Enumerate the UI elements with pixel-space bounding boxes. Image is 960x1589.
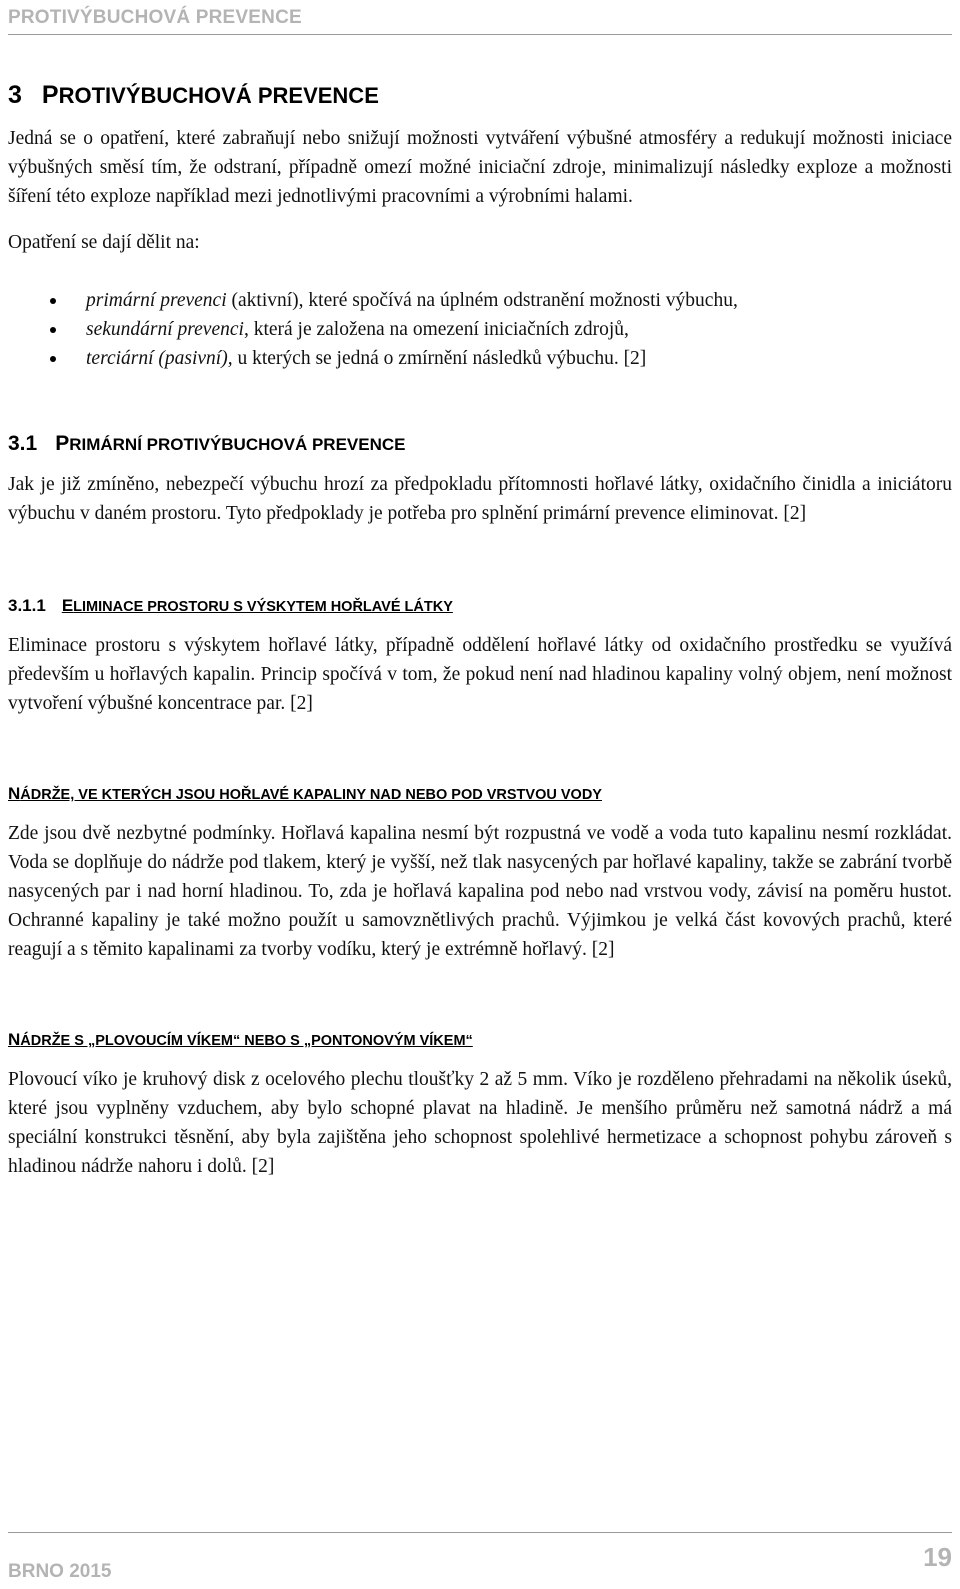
section-number: 3.1 — [8, 432, 38, 455]
list-item-term: terciární (pasivní), — [86, 348, 233, 369]
list-item — [8, 344, 952, 373]
running-header: PROTIVÝBUCHOVÁ PREVENCE — [8, 7, 302, 28]
heading-rest: RIMÁRNÍ PROTIVÝBUCHOVÁ PREVENCE — [69, 435, 406, 454]
subheading-water-tanks — [8, 780, 952, 809]
bullet-icon — [50, 327, 56, 333]
section-number: 3.1.1 — [8, 596, 46, 615]
list-item — [8, 286, 952, 315]
section-heading-3-1-1 — [8, 592, 952, 621]
header-rule — [8, 34, 952, 35]
footer-rule — [8, 1532, 952, 1533]
list-item-text: , která je založena na omezení iniciačních zdrojů, — [243, 319, 629, 340]
section-heading-3-1 — [8, 429, 952, 460]
list-item — [8, 315, 952, 344]
section-paragraph: Zde jsou dvě nezbytné podmínky. Hořlavá kapalina nesmí být rozpustná ve vodě a voda tuto kapalinu nesmí rozkládat. Voda se doplňuje do nádrže pod tlakem, který je vyšší, než tlak nasycených par hořlavé kapaliny, takže se zabrání tvorbě nasycených par i nad horní hladinou. To, zda je hořlavá kapalina pod nebo nad vrstvou vody, závisí na poměru hustot. Ochranné kapaliny je také možno použít u samovznětlivých prachů. Výjimkou je velká část kovových prachů, které reagují a s těmito kapalinami za tvorby vodíku, který je extrémně hořlavý. [2] — [8, 823, 952, 960]
heading-rest: LIMINACE PROSTORU S VÝSKYTEM HOŘLAVÉ LÁTKY — [73, 599, 453, 615]
heading-initial: N — [8, 1030, 21, 1049]
heading-rest: ÁDRŽE, VE KTERÝCH JSOU HOŘLAVÉ KAPALINY NAD NEBO POD VRSTVOU VODY — [20, 787, 602, 803]
subheading-floating-lid — [8, 1026, 952, 1055]
page-number: 19 — [923, 1542, 952, 1572]
list-item-text: u kterých se jedná o zmírnění následků výbuchu. [2] — [232, 348, 647, 369]
footer-location-year: BRNO 2015 — [8, 1561, 112, 1582]
heading-initial: P — [55, 432, 70, 455]
list-item-term: sekundární prevenci — [86, 319, 244, 340]
heading-underlined — [8, 784, 602, 803]
bullet-icon — [50, 356, 56, 362]
list-item-term: primární prevenci — [86, 290, 227, 311]
section-paragraph: Plovoucí víko je kruhový disk z ocelového plechu tloušťky 2 až 5 mm. Víko je rozděleno přehradami na několik úseků, které jsou vyplněny vzduchem, aby bylo schopné plavat na hladině. Je menšího průměru než samotná nádrž a má speciální konstrukci těsnění, aby byla zajištěna jeho schopnost spolehlivé hermetizace a schopnost pohybu zároveň s hladinou nádrže nahoru i dolů. [2] — [8, 1069, 952, 1177]
list-item-text: (aktivní), které spočívá na úplném odstranění možnosti výbuchu, — [226, 290, 738, 311]
measures-intro: Opatření se dají dělit na: — [8, 232, 200, 253]
heading-underlined — [62, 596, 453, 615]
page-content — [8, 78, 952, 1181]
heading-initial: N — [8, 784, 21, 803]
intro-paragraph: Jedná se o opatření, které zabraňují nebo snižují možnosti vytváření výbušné atmosféry a redukují možnosti iniciace výbušných směsí tím, že odstraní, případně omezí možné iniciační zdroje, minimalizují následky exploze a možnosti šíření této exploze například mezi jednotlivými pracovními a výrobními halami. — [8, 128, 952, 207]
heading-rest: ROTIVÝBUCHOVÁ PREVENCE — [58, 83, 379, 108]
heading-initial: E — [61, 596, 74, 615]
bullet-icon — [50, 298, 56, 304]
section-heading-3 — [8, 78, 952, 113]
section-paragraph: Eliminace prostoru s výskytem hořlavé látky, případně oddělení hořlavé látky od oxidačního prostředku se využívá především u hořlavých kapalin. Princip spočívá v tom, že pokud není nad hladinou kapaliny volný objem, není možnost vytvoření výbušné koncentrace par. [2] — [8, 635, 952, 714]
section-paragraph: Jak je již zmíněno, nebezpečí výbuchu hrozí za předpokladu přítomnosti hořlavé látky, oxidačního činidla a iniciátoru výbuchu v daném prostoru. Tyto předpoklady je potřeba pro splnění primární prevence eliminovat. [2] — [8, 474, 952, 524]
heading-underlined — [8, 1030, 473, 1049]
section-number: 3 — [8, 81, 22, 109]
measures-list — [8, 286, 952, 373]
heading-initial: P — [41, 81, 59, 109]
heading-rest: ÁDRŽE S „PLOVOUCÍM VÍKEM“ NEBO S „PONTONOVÝM VÍKEM“ — [20, 1033, 473, 1049]
